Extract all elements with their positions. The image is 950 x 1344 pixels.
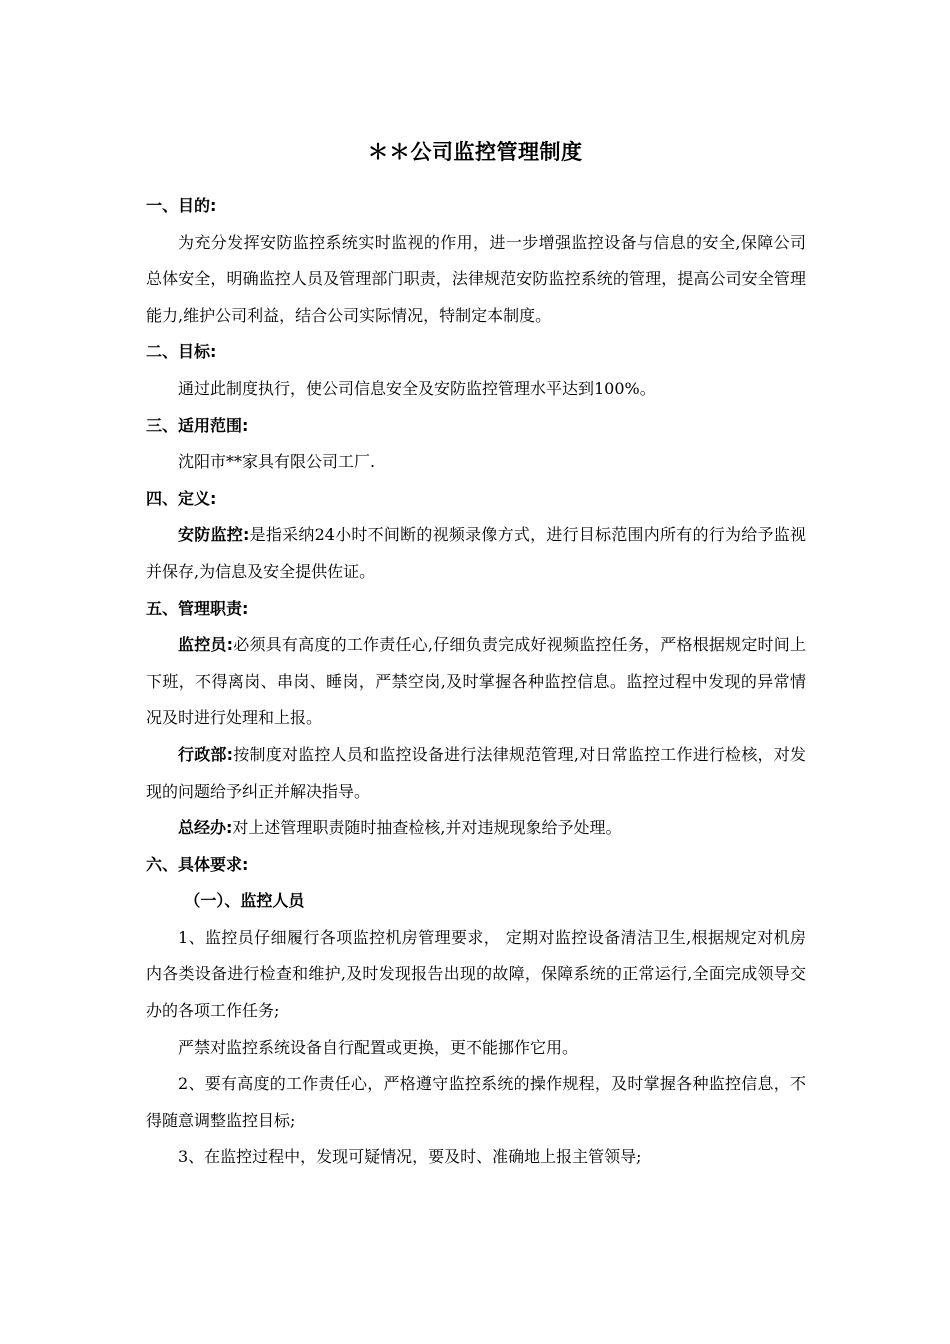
section-heading-requirements: 六、具体要求: bbox=[146, 854, 249, 874]
duty-term-gm-office: 总经办: bbox=[178, 818, 233, 838]
section-heading-scope: 三、适用范围: bbox=[146, 415, 249, 435]
section-heading-definition: 四、定义: bbox=[146, 488, 217, 508]
scope-paragraph: 沈阳市**家具有限公司工厂. bbox=[178, 452, 376, 472]
duty-paragraph-admin bbox=[146, 737, 806, 810]
duty-paragraph-monitor bbox=[146, 627, 806, 737]
definition-paragraph bbox=[146, 517, 806, 590]
duty-term-monitor: 监控员: bbox=[178, 635, 234, 655]
goal-paragraph: 通过此制度执行，使公司信息安全及安防监控管理水平达到100%。 bbox=[178, 378, 656, 398]
requirement-item-3: 3、在监控过程中，发现可疑情况，要及时、准确地上报主管领导; bbox=[178, 1147, 642, 1167]
document-body bbox=[146, 188, 806, 1176]
requirement-item-prohibition: 严禁对监控系统设备自行配置或更换，更不能挪作它用。 bbox=[178, 1037, 579, 1057]
duty-text-admin: 按制度对监控人员和监控设备进行法律规范管理,对日常监控工作进行检核，对发现的问题给予纠正并解决指导。 bbox=[146, 744, 806, 801]
requirement-item-2: 2、要有高度的工作责任心，严格遵守监控系统的操作规程，及时掌握各种监控信息，不得随意调整监控目标; bbox=[146, 1074, 806, 1130]
section-heading-goal: 二、目标: bbox=[146, 342, 217, 362]
section-heading-purpose: 一、目的: bbox=[146, 196, 217, 215]
definition-term: 安防监控: bbox=[178, 525, 250, 545]
duty-text-gm-office: 对上述管理职责随时抽查检核,并对违规现象给予处理。 bbox=[232, 818, 622, 838]
definition-text: 是指采纳24小时不间断的视频录像方式，进行目标范围内所有的行为给予监视并保存,为信息及安全提供佐证。 bbox=[146, 525, 806, 581]
duty-paragraph-gm-office bbox=[146, 810, 806, 847]
duty-text-monitor: 必须具有高度的工作责任心,仔细负责完成好视频监控任务，严格根据规定时间上下班，不得离岗、串岗、睡岗，严禁空岗,及时掌握各种监控信息。监控过程中发现的异常情况及时进行处理和上报。 bbox=[146, 635, 806, 728]
subheading-monitor-staff: （一）、监控人员 bbox=[184, 891, 305, 911]
section-heading-duties: 五、管理职责: bbox=[146, 598, 249, 618]
purpose-paragraph: 为充分发挥安防监控系统实时监视的作用，进一步增强监控设备与信息的安全,保障公司总体安全，明确监控人员及管理部门职责，法律规范安防监控系统的管理，提高公司安全管理能力,维护公司利益，结合公司实际情况，特制定本制度。 bbox=[146, 232, 806, 325]
requirement-item-1: 1、监控员仔细履行各项监控机房管理要求， 定期对监控设备清洁卫生,根据规定对机房内各类设备进行检查和维护,及时发现报告出现的故障，保障系统的正常运行,全面完成领导交办的各项工作任务; bbox=[146, 927, 806, 1021]
duty-term-admin: 行政部: bbox=[178, 744, 234, 764]
page-title: ＊＊公司监控管理制度 bbox=[367, 140, 583, 164]
